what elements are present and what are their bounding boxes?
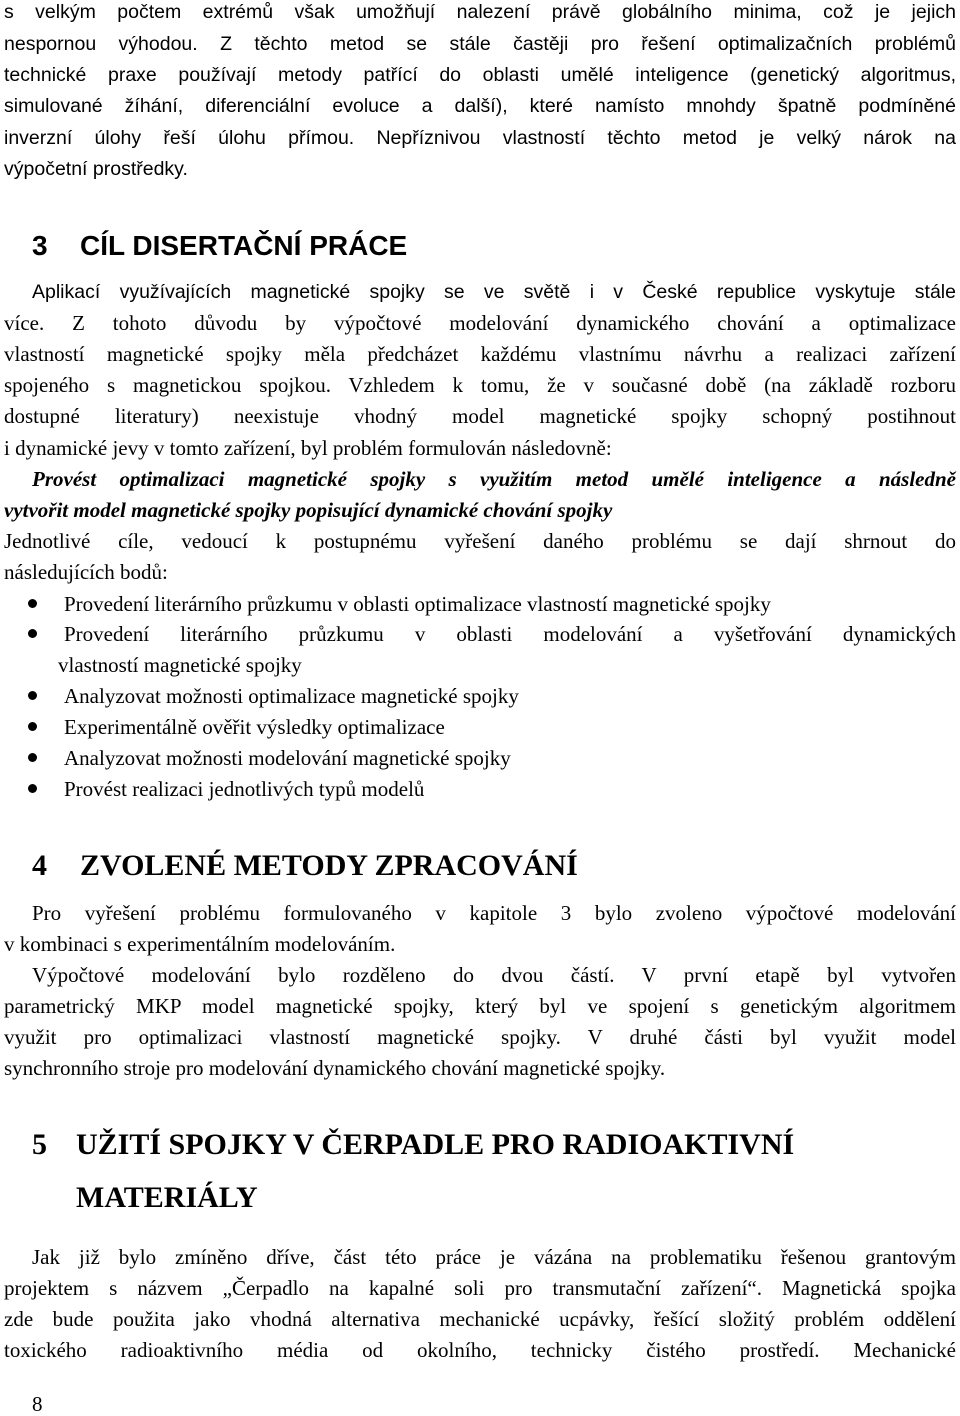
bullet-icon	[28, 712, 40, 742]
paragraph-line: inverzní úlohy řeší úlohu přímou. Nepříznivou vlastností těchto metod je velký nárok na	[4, 127, 956, 149]
page-number: 8	[32, 1392, 43, 1416]
paragraph-line: dostupné literatury) neexistuje vhodný model magnetické spojky schopný postihnout	[4, 404, 956, 428]
section-title: ZVOLENÉ METODY ZPRACOVÁNÍ	[80, 849, 578, 882]
paragraph-line: technické praxe používají metody patřící do oblasti umělé inteligence (genetický algoritmus,	[4, 64, 956, 86]
paragraph-line: více. Z tohoto důvodu by výpočtové modelování dynamického chování a optimalizace	[4, 311, 956, 335]
list-item: Analyzovat možnosti modelování magnetické spojky	[64, 746, 511, 770]
paragraph-line: synchronního stroje pro modelování dynamického chování magnetické spojky.	[4, 1056, 666, 1080]
section-title: UŽITÍ SPOJKY V ČERPADLE PRO RADIOAKTIVNÍ	[76, 1128, 795, 1161]
paragraph-line: Pro vyřešení problému formulovaného v kapitole 3 bylo zvoleno výpočtové modelování	[32, 901, 956, 925]
section-number: 5	[32, 1128, 47, 1161]
paragraph-line: nespornou výhodou. Z těchto metod se stále častěji pro řešení optimalizačních problémů	[4, 33, 956, 55]
section-number: 4	[32, 849, 47, 882]
paragraph-line: využit pro optimalizaci vlastností magnetické spojky. V druhé části byl využit model	[4, 1025, 956, 1049]
paragraph-line: Aplikací využívajících magnetické spojky se ve světě i v České republice vyskytuje stále	[32, 281, 956, 303]
paragraph-line: následujících bodů:	[4, 560, 168, 584]
section-number: 3	[32, 230, 48, 261]
section-heading-continuation	[76, 1178, 258, 1218]
paragraph-line: projektem s názvem „Čerpadlo na kapalné soli pro transmutační zařízení“. Magnetická spojka	[4, 1276, 956, 1300]
paragraph-line: Jak již bylo zmíněno dříve, část této práce je vázána na problematiku řešenou grantovým	[32, 1245, 956, 1269]
bullet-icon	[28, 743, 40, 773]
paragraph-line: v kombinaci s experimentálním modelováním.	[4, 932, 396, 956]
list-item: Analyzovat možnosti optimalizace magnetické spojky	[64, 684, 519, 708]
paragraph-line: toxického radioaktivního média od okolního, technicky čistého prostředí. Mechanické	[4, 1338, 956, 1362]
bullet-icon	[28, 681, 40, 711]
paragraph-line: s velkým počtem extrémů však umožňují nalezení právě globálního minima, což je jejich	[4, 1, 956, 23]
paragraph-line: i dynamické jevy v tomto zařízení, byl problém formulován následovně:	[4, 436, 612, 460]
paragraph-line: vlastností magnetické spojky měla předcházet každému vlastnímu návrhu a realizaci zařízení	[4, 342, 956, 366]
list-item: Provedení literárního průzkumu v oblasti modelování a vyšetřování dynamických	[64, 622, 956, 646]
paragraph-line: Výpočtové modelování bylo rozděleno do dvou částí. V první etapě byl vytvořen	[32, 963, 956, 987]
goal-statement: vytvořit model magnetické spojky popisující dynamické chování spojky	[4, 498, 613, 522]
paragraph-line: parametrický MKP model magnetické spojky, který byl ve spojení s genetickým algoritmem	[4, 994, 956, 1018]
section-title: MATERIÁLY	[76, 1181, 258, 1214]
list-item: Provedení literárního průzkumu v oblasti optimalizace vlastností magnetické spojky	[64, 592, 771, 616]
paragraph-line: Jednotlivé cíle, vedoucí k postupnému vyřešení daného problému se dají shrnout do	[4, 529, 956, 553]
goal-statement: Provést optimalizaci magnetické spojky s využitím metod umělé inteligence a následně	[32, 467, 956, 491]
bullet-icon	[28, 589, 40, 619]
paragraph-line: zde bude použita jako vhodná alternativa mechanické ucpávky, řešící složitý problém oddělení	[4, 1307, 956, 1331]
section-title: CÍL DISERTAČNÍ PRÁCE	[80, 230, 408, 261]
bullet-icon	[28, 774, 40, 804]
list-item: Provést realizaci jednotlivých typů modelů	[64, 777, 425, 801]
list-item: Experimentálně ověřit výsledky optimalizace	[64, 715, 445, 739]
list-item-continuation: vlastností magnetické spojky	[58, 653, 302, 677]
section-heading	[32, 226, 407, 266]
paragraph-line: výpočetní prostředky.	[4, 158, 188, 180]
section-heading	[32, 846, 578, 886]
bullet-icon	[28, 619, 40, 649]
paragraph-line: simulované žíhání, diferenciální evoluce a další), které namísto mnohdy špatně podmíněné	[4, 95, 956, 117]
paragraph-line: spojeného s magnetickou spojkou. Vzhledem k tomu, že v současné době (na základě rozboru	[4, 373, 956, 397]
section-heading	[32, 1125, 794, 1165]
